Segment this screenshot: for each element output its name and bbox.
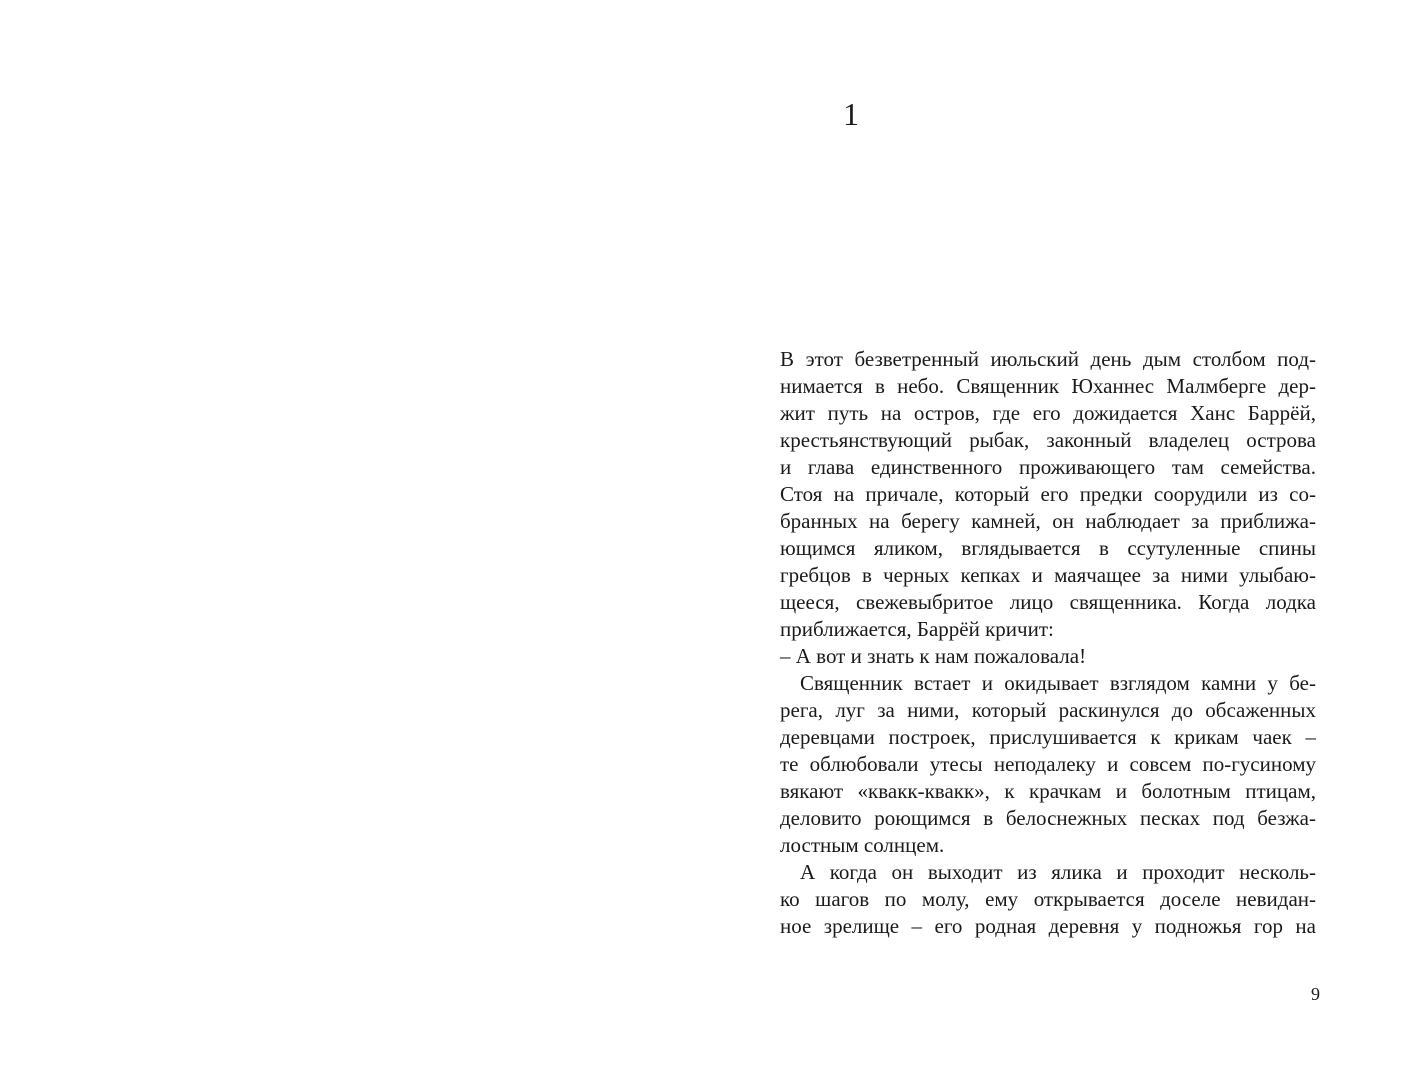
text-line: и глава единственного проживающего там семейства.	[780, 455, 1316, 479]
text-line: бранных на берегу камней, он наблюдает за приближа-	[780, 509, 1316, 533]
text-line: ное зрелище – его родная деревня у подножья гор на	[780, 914, 1316, 938]
text-line: крестьянствующий рыбак, законный владелец острова	[780, 428, 1316, 452]
text-line: ко шагов по молу, ему открывается доселе невидан-	[780, 887, 1316, 911]
text-line: А когда он выходит из ялика и проходит несколь-	[800, 860, 1316, 884]
left-page-blank	[0, 0, 705, 1080]
text-line: В этот безветренный июльский день дым столбом под-	[780, 347, 1316, 371]
text-line: гребцов в черных кепках и маячащее за ними улыбаю-	[780, 563, 1316, 587]
text-line: жит путь на остров, где его дожидается Ханс Баррёй,	[780, 401, 1316, 425]
text-line: ющимся яликом, вглядывается в ссутуленные спины	[780, 536, 1316, 560]
text-line: Священник встает и окидывает взглядом камни у бе-	[800, 671, 1316, 695]
text-line: приближается, Баррёй кричит:	[780, 617, 1054, 641]
body-text	[780, 346, 1316, 940]
text-line: Стоя на причале, который его предки соорудили из со-	[780, 482, 1316, 506]
text-line: щееся, свежевыбритое лицо священника. Когда лодка	[780, 590, 1316, 614]
text-line: лостным солнцем.	[780, 833, 945, 857]
text-line: деревцами построек, прислушивается к крикам чаек –	[780, 725, 1316, 749]
text-line: деловито роющимся в белоснежных песках под безжа-	[780, 806, 1316, 830]
text-line: рега, луг за ними, который раскинулся до обсаженных	[780, 698, 1316, 722]
text-line: те облюбовали утесы неподалеку и совсем по-гусиному	[780, 752, 1316, 776]
chapter-number: 1	[843, 96, 859, 132]
page-number: 9	[1311, 984, 1320, 1004]
text-line: вякают «квакк-квакк», к крачкам и болотным птицам,	[780, 779, 1316, 803]
dialogue-line: – А вот и знать к нам пожаловала!	[780, 644, 1087, 668]
text-line: нимается в небо. Священник Юханнес Малмберге дер-	[780, 374, 1316, 398]
